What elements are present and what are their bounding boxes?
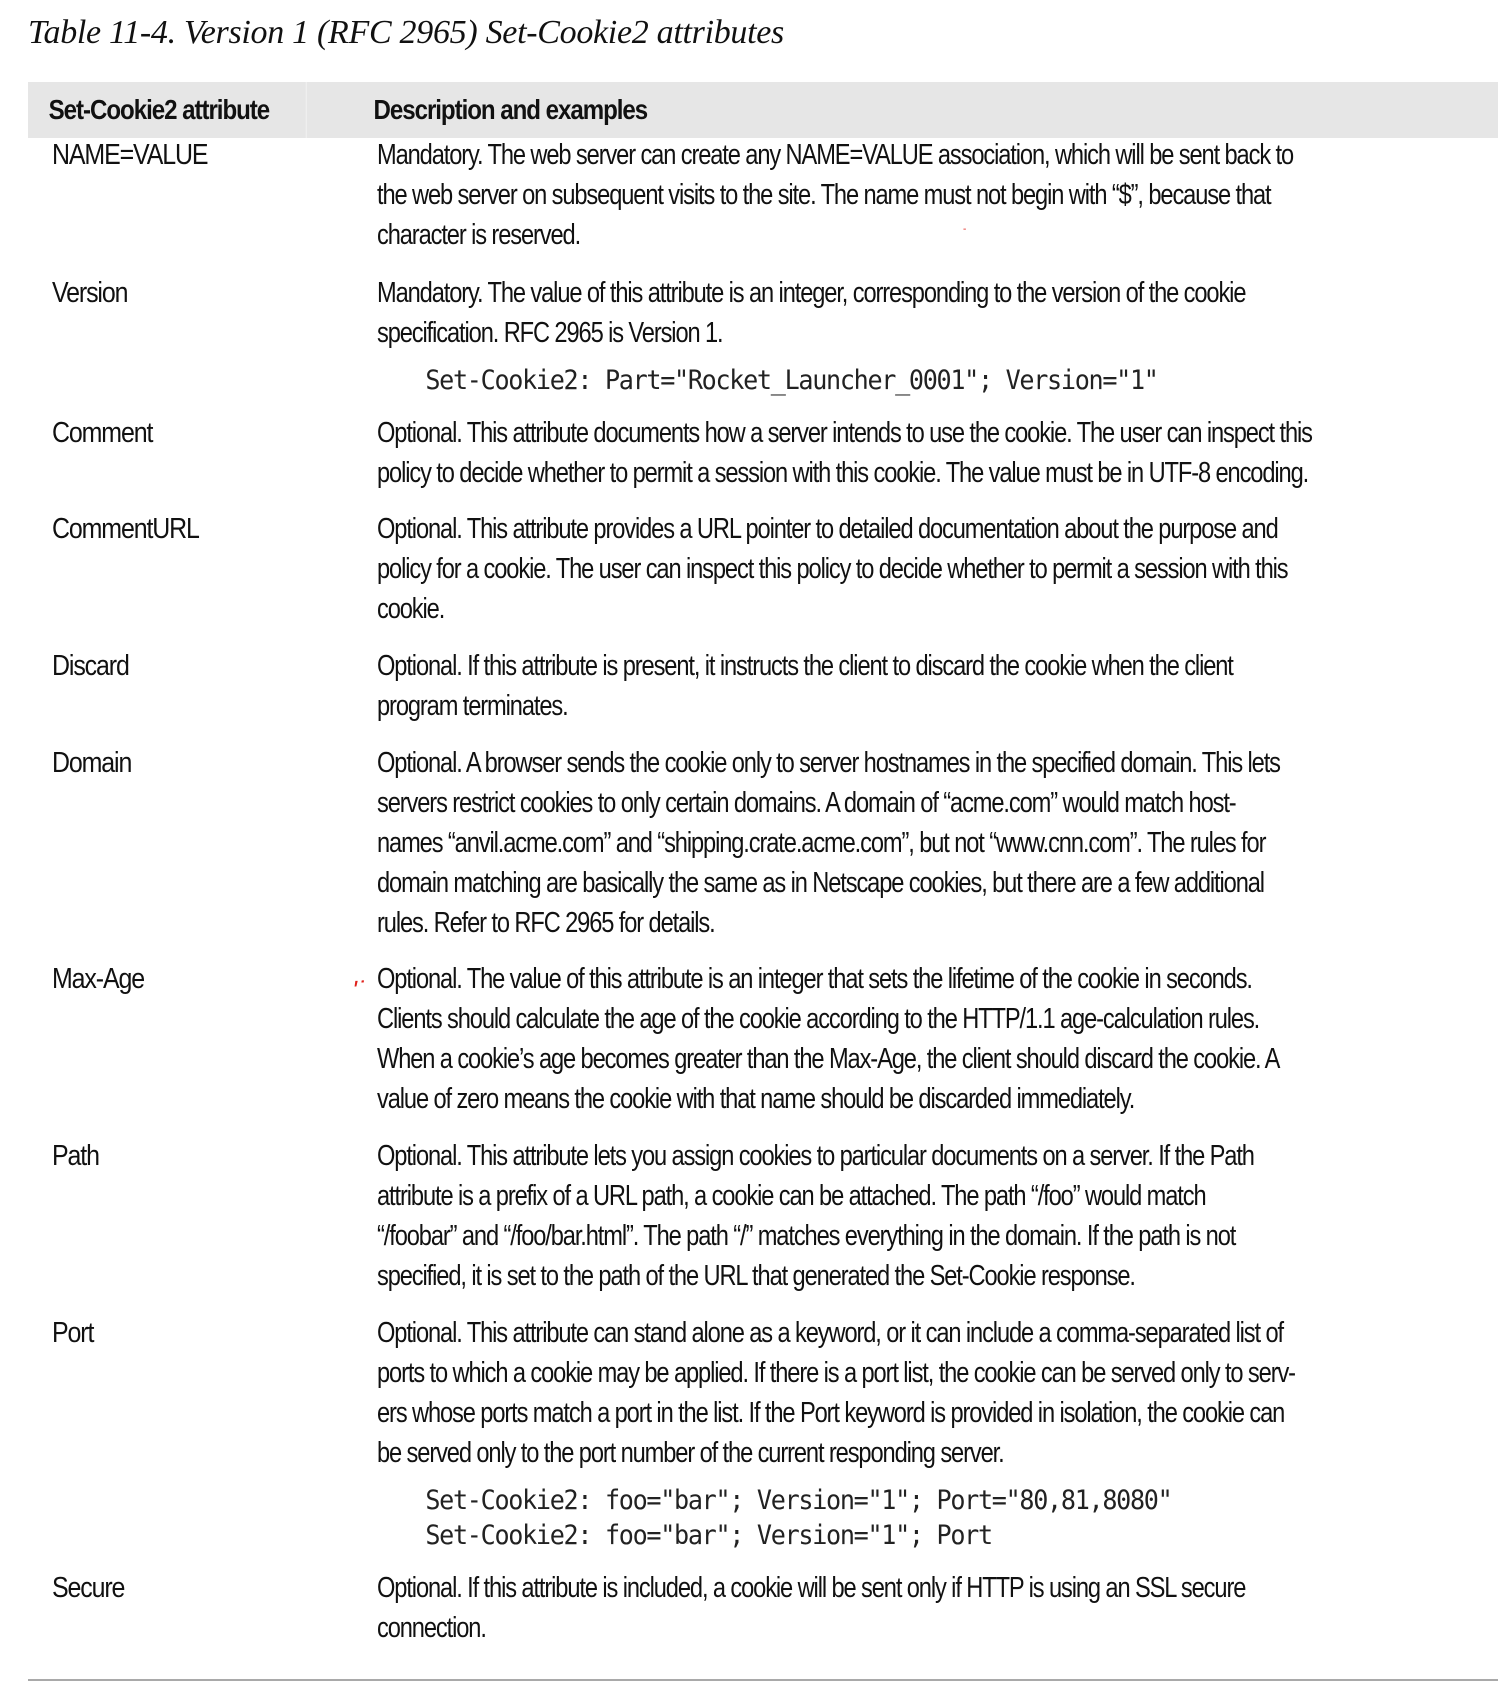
attribute-cell [28,1313,352,1353]
description-cell [352,509,1498,629]
attribute-cell [28,646,352,686]
table-caption: Table 11-4. Version 1 (RFC 2965) Set-Cookie2 attributes [28,14,784,51]
description-line: ports to which a cookie may be applied. If there is a port list, the cookie can be served only to serv- [377,1357,1295,1389]
description-line: character is reserved. [377,219,581,251]
table-header [28,82,1498,138]
description-line: attribute is a prefix of a URL path, a cookie can be attached. The path “/foo” would match [377,1180,1206,1212]
description-line: Optional. If this attribute is included, a cookie will be sent only if HTTP is using an SSL secure [377,1572,1246,1604]
description-line: domain matching are basically the same as in Netscape cookies, but there are a few additional [377,867,1264,899]
attribute-cell [28,135,352,175]
table-row [28,1313,1498,1553]
description-line: policy to decide whether to permit a session with this cookie. The value must be in UTF-8 encoding. [377,457,1309,489]
table-row [28,1568,1498,1648]
attribute-cell [28,959,352,999]
description-line: Clients should calculate the age of the cookie according to the HTTP/1.1 age-calculation rules. [377,1003,1260,1035]
description-cell [352,413,1498,493]
table-bottom-rule [28,1679,1498,1681]
attribute-cell [28,1136,352,1176]
attribute-cell [28,509,352,549]
description-line: Optional. This attribute provides a URL pointer to detailed documentation about the purpose and [377,513,1278,545]
description-cell [352,1136,1498,1296]
attributes-table [28,82,1498,1644]
table-row [28,135,1498,255]
code-line: Set-Cookie2: foo="bar"; Version="1"; Port [425,1520,992,1551]
description-line: rules. Refer to RFC 2965 for details. [377,907,715,939]
description-cell [352,1313,1498,1553]
red-annotation-mark: ʹ˙ [352,975,366,1005]
description-line: Optional. This attribute documents how a server intends to use the cookie. The user can inspect this [377,417,1312,449]
description-line: specified, it is set to the path of the URL that generated the Set-Cookie response. [377,1260,1135,1292]
attribute-name: CommentURL [52,513,199,545]
description-line: Optional. This attribute can stand alone as a keyword, or it can include a comma-separated list of [377,1317,1283,1349]
description-line: “/foobar” and “/foo/bar.html”. The path “/” matches everything in the domain. If the path is not [377,1220,1236,1252]
attribute-name: Secure [52,1572,125,1604]
description-line: servers restrict cookies to only certain domains. A domain of “acme.com” would match host- [377,787,1236,819]
description-cell [352,646,1498,726]
attribute-cell [28,1568,352,1608]
table-row [28,646,1498,726]
table-row [28,959,1498,1119]
code-line: Set-Cookie2: Part="Rocket_Launcher_0001"; Version="1" [425,365,1158,396]
header-attribute: Set-Cookie2 attribute [28,82,307,138]
description-line: cookie. [377,593,445,625]
attribute-name: NAME=VALUE [52,139,208,171]
attribute-name: Discard [52,650,129,682]
description-line: value of zero means the cookie with that name should be discarded immediately. [377,1083,1135,1115]
description-line: Optional. This attribute lets you assign cookies to particular documents on a server. If the Path [377,1140,1254,1172]
attribute-name: Max-Age [52,963,144,995]
attribute-name: Domain [52,747,132,779]
attribute-name: Path [52,1140,99,1172]
description-line: be served only to the port number of the current responding server. [377,1437,1004,1469]
red-annotation-mark: - [963,224,967,235]
attribute-cell [28,743,352,783]
code-example [377,363,1498,398]
description-line: Optional. If this attribute is present, it instructs the client to discard the cookie when the client [377,650,1233,682]
description-line: Mandatory. The value of this attribute is an integer, corresponding to the version of the cookie [377,277,1246,309]
table-row [28,509,1498,629]
description-cell [352,1568,1498,1648]
description-line: Optional. The value of this attribute is an integer that sets the lifetime of the cookie in seconds. [377,963,1252,995]
description-line: Mandatory. The web server can create any NAME=VALUE association, which will be sent back to [377,139,1294,171]
description-cell [352,743,1498,943]
table-row [28,273,1498,398]
attribute-cell [28,273,352,313]
description-line: policy for a cookie. The user can inspect this policy to decide whether to permit a session with this [377,553,1288,585]
description-line: the web server on subsequent visits to the site. The name must not begin with “$”, because that [377,179,1271,211]
table-row [28,1136,1498,1296]
header-description: Description and examples [373,94,648,125]
code-example [377,1483,1498,1553]
table-row [28,413,1498,493]
code-line: Set-Cookie2: foo="bar"; Version="1"; Port="80,81,8080" [425,1485,1172,1516]
attribute-name: Version [52,277,128,309]
description-line: specification. RFC 2965 is Version 1. [377,317,723,349]
attribute-name: Port [52,1317,94,1349]
table-row [28,743,1498,943]
description-line: When a cookie’s age becomes greater than the Max-Age, the client should discard the cookie. A [377,1043,1280,1075]
description-line: names “anvil.acme.com” and “shipping.crate.acme.com”, but not “www.cnn.com”. The rules for [377,827,1266,859]
description-cell [352,273,1498,398]
description-cell [352,959,1498,1119]
description-cell [352,135,1498,255]
description-line: Optional. A browser sends the cookie only to server hostnames in the specified domain. This lets [377,747,1280,779]
description-line: connection. [377,1612,486,1644]
description-line: program terminates. [377,690,568,722]
description-line: ers whose ports match a port in the list. If the Port keyword is provided in isolation, the cookie can [377,1397,1285,1429]
attribute-name: Comment [52,417,153,449]
attribute-cell [28,413,352,453]
